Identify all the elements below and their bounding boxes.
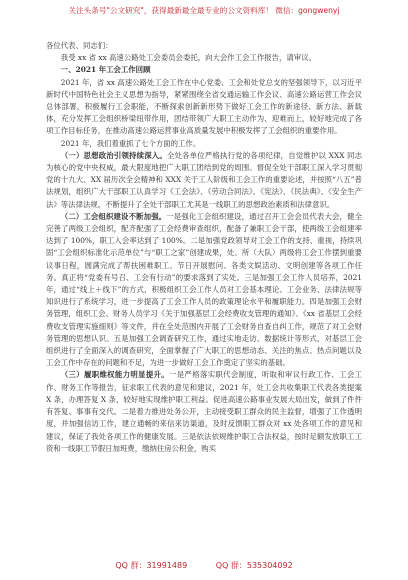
contact-footer bbox=[0, 560, 408, 572]
qq-group-1: QQ 群：31991489 bbox=[115, 561, 188, 570]
item-organization-title: （二）工会组织建设不断加强。 bbox=[60, 211, 167, 221]
qq-group-2: QQ 群：535304092 bbox=[215, 561, 293, 570]
section-heading-review: 一、2021 年工会工作回顾 bbox=[60, 65, 151, 75]
review-paragraph: 2021 年，省 xx 高速公路处工会工作在中心党委、工会和处党总支的坚强领导下，以习近平新时代中国特色社会主义思想为指导，紧紧围绕全省交通运输工作会议、高速公路运营工作会议总体部署，积极履行工会职能，不断探索创新新形势下做好工会工作的新途径、新方法、新载体，充分发挥工会组织桥梁纽带作用，团结带领广大职工主动作为、迎难而上，较好地完成了各项工作目标任务，在推动高速公路运营事业高质量发展中积极发挥了工会组织的重要作用。 bbox=[46, 77, 362, 136]
item-ideology-text: 全处各单位严格执行党的各项纪律，自觉维护以 XXX 同志为核心的党中央权威，最大限度地把广大职工团结到党的周围。督促全处干部职工深入学习贯彻党的十九大、XX 届历次全会精神和 XXX 关于工人阶级和工会工作的重要论述，并按照“八五”普法规划，组织广大干部职工认真学习《工会法》、《劳动合同法》、《宪法》、《民法典》、《安全生产法》等法律法规。不断提升了全处干部职工尤其是一线职工的思想政治素质和法律意识。 bbox=[46, 150, 362, 209]
lead-paragraph: 2021 年，我们着重抓了七个方面的工作。 bbox=[60, 138, 201, 148]
item-ideology-title: （一）思想政治引领持续深入。 bbox=[60, 150, 167, 160]
item-ideology-paragraph bbox=[46, 150, 362, 211]
item-rights-text: 一是严格落实职代会制度，听取和审议行政工作、工会工作、财务工作等报告，征求职工代表的意见和建议，2021 年，处工会共收集职工代表各类提案 X 条，办理答复 X 条，较好地实现维护职工利益。促进高速公路事业发展大局出发，做到了件件有答复、事事有交代。二是着力推进处务公开，主动接受职工群众的民主监督，增强了工作透明度，并加强信访工作，建立通畅的来信来访渠道，及时反馈职工群众对 xx 处各项工作的意见和建议，保证了我处各项工作的健康发展。三是依法依规维护职工合法权益，按时足额发放职工工资和一线职工节假日加班费，缴纳住房公积金，购买 bbox=[46, 370, 362, 453]
salutation: 各位代表、同志们： bbox=[46, 41, 113, 50]
item-organization-text: 一是强化工会组织建设，通过召开工会会员代表大会，健全完善了两级工会组织，配齐配强了工会经费审查组织，配备了兼职工会干部，使两级工会组建率达到了 100%，职工入会率达到了 100%。二是加强党政领导对工会工作的支持、重视，持续巩固“工会组织标准化示范单位”与“职工之家”创建成果，处、所（大队）两级将工会工作摆到重要议事日程，圆满完成了帮扶困难职工、节日开展慰问、各类文娱活动、文明创建等各项工作任务。真正将“党委有号召、工会有行动”的要求落到了实处。三是加强工会工作人员培养，2021 年，通过“线上＋线下”的方式，积极组织工会工作人员对工会基本理论、工会业务、法律法规等知识进行了系统学习，进一步提高了工会工作人员的政策理论水平和履职能力。四是加强工会财务管理，组织工会、财务人员学习《关于加强基层工会经费收支管理的通知》、《xx 省基层工会经费收支管理实施细则》等文件，并在全处范围内开展了工会财务自查自纠工作，规范了对工会财务管理的思想认识。五是加强工会调查研究工作，通过实地走访、数据统计等形式，对基层工会组织进行了全面深入的调查研究，全面掌握了广大职工的思想动态、关注的焦点、热点问题以及工会工作中存在的问题和不足，为进一步做好工会工作奠定了坚实的基础。 bbox=[46, 211, 362, 368]
report-body bbox=[46, 40, 362, 550]
intro-paragraph: 我受 xx 省 xx 高速公路处工会委员会委托，向大会作工会工作报告，请审议。 bbox=[60, 53, 316, 63]
item-organization-paragraph bbox=[46, 211, 362, 370]
item-rights-paragraph bbox=[46, 369, 362, 454]
item-rights-title: （三）履职维权能力明显提升。 bbox=[60, 370, 170, 380]
promo-banner: 关注头条号"公文研究"，获得最新最全最专业的公文资料库！ 微信：gongwenyj bbox=[68, 6, 340, 15]
